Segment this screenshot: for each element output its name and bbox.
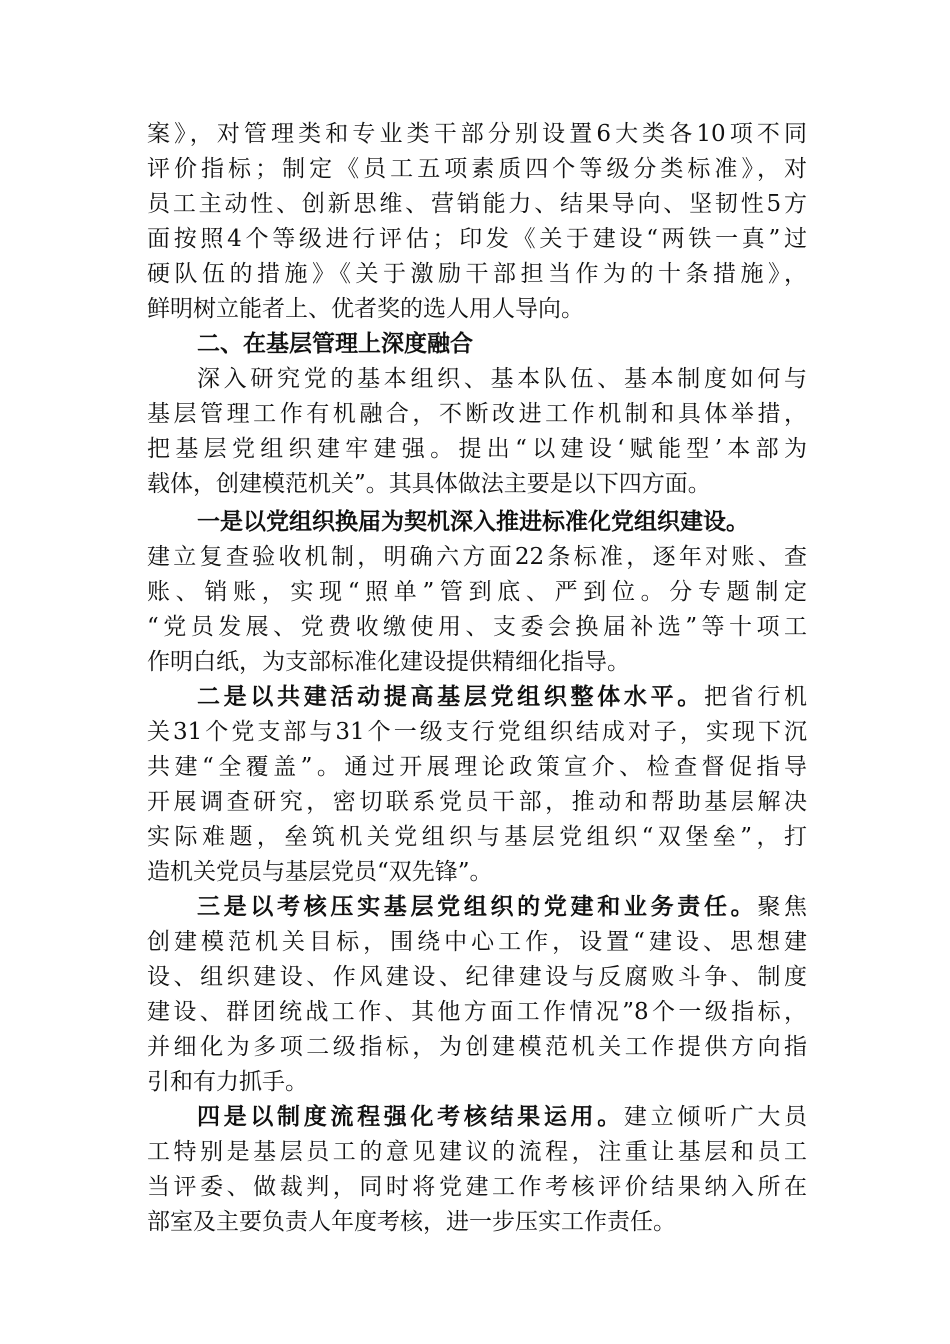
body-text-span: 聚焦 (757, 894, 807, 920)
body-text-line: 硬队伍的措施》《关于激励干部担当作为的十条措施》， (147, 261, 807, 287)
paragraph-lead-heading: 二是以共建活动提高基层党组织整体水平。 (197, 683, 704, 710)
body-text-line: 部室及主要负责人年度考核，进一步压实工作责任。 (147, 1209, 676, 1235)
body-text-line: 开展调查研究，密切联系党员干部，推动和帮助基层解决 (147, 789, 807, 815)
paragraph-first-line (197, 680, 807, 714)
body-text-line: 作明白纸，为支部标准化建设提供精细化指导。 (147, 649, 630, 675)
body-text-line: “党员发展、党费收缴使用、支委会换届补选”等十项工 (147, 614, 807, 640)
body-text-line: 共建“全覆盖”。通过开展理论政策宣介、检查督促指导 (147, 754, 807, 780)
body-text-line: 鲜明树立能者上、优者奖的选人用人导向。 (147, 296, 584, 322)
body-text-span: 把省行机 (703, 684, 807, 710)
body-text-line: 关31个党支部与31个一级支行党组织结成对子，实现下沉 (147, 719, 807, 745)
section-heading: 二、在基层管理上深度融合 (197, 331, 473, 357)
body-text-line: 并细化为多项二级指标，为创建模范机关工作提供方向指 (147, 1034, 807, 1060)
body-text-line: 建设、群团统战工作、其他方面工作情况”8个一级指标， (147, 999, 807, 1025)
body-text-line: 创建模范机关目标，围绕中心工作，设置“建设、思想建 (147, 929, 807, 955)
body-text-line: 评价指标；制定《员工五项素质四个等级分类标准》，对 (147, 156, 807, 182)
paragraph-first-line (197, 1100, 807, 1134)
body-text-line: 建立复查验收机制，明确六方面22条标准，逐年对账、查 (147, 544, 807, 570)
body-text-line: 引和有力抓手。 (147, 1069, 308, 1095)
body-text-line: 基层管理工作有机融合，不断改进工作机制和具体举措， (147, 401, 807, 427)
body-text-line: 面按照4个等级进行评估；印发《关于建设“两铁一真”过 (147, 226, 807, 252)
paragraph-first-line (197, 890, 807, 924)
body-text-line: 实际难题，垒筑机关党组织与基层党组织“双堡垒”，打 (147, 824, 807, 850)
body-text-span: 建立倾听广大员 (623, 1104, 807, 1130)
body-text-line: 工特别是基层员工的意见建议的流程，注重让基层和员工 (147, 1139, 807, 1165)
paragraph-lead-heading: 三是以考核压实基层党组织的党建和业务责任。 (197, 893, 758, 920)
body-text-line: 账、销账，实现“照单”管到底、严到位。分专题制定 (147, 579, 807, 605)
body-text-line: 深入研究党的基本组织、基本队伍、基本制度如何与 (197, 366, 807, 392)
body-text-line: 员工主动性、创新思维、营销能力、结果导向、坚韧性5方 (147, 191, 807, 217)
body-text-line: 设、组织建设、作风建设、纪律建设与反腐败斗争、制度 (147, 964, 807, 990)
body-text-line: 造机关党员与基层党员“双先锋”。 (147, 859, 493, 885)
paragraph-lead-heading: 四是以制度流程强化考核结果运用。 (197, 1103, 624, 1130)
paragraph-lead-heading: 一是以党组织换届为契机深入推进标准化党组织建设。 (197, 508, 749, 535)
body-text-line: 当评委、做裁判，同时将党建工作考核评价结果纳入所在 (147, 1174, 807, 1200)
body-text-line: 把基层党组织建牢建强。提出“以建设‘赋能型’本部为 (147, 436, 807, 462)
body-text-line: 案》，对管理类和专业类干部分别设置6大类各10项不同 (147, 121, 807, 147)
body-text-line: 载体，创建模范机关”。其具体做法主要是以下四方面。 (147, 471, 711, 497)
